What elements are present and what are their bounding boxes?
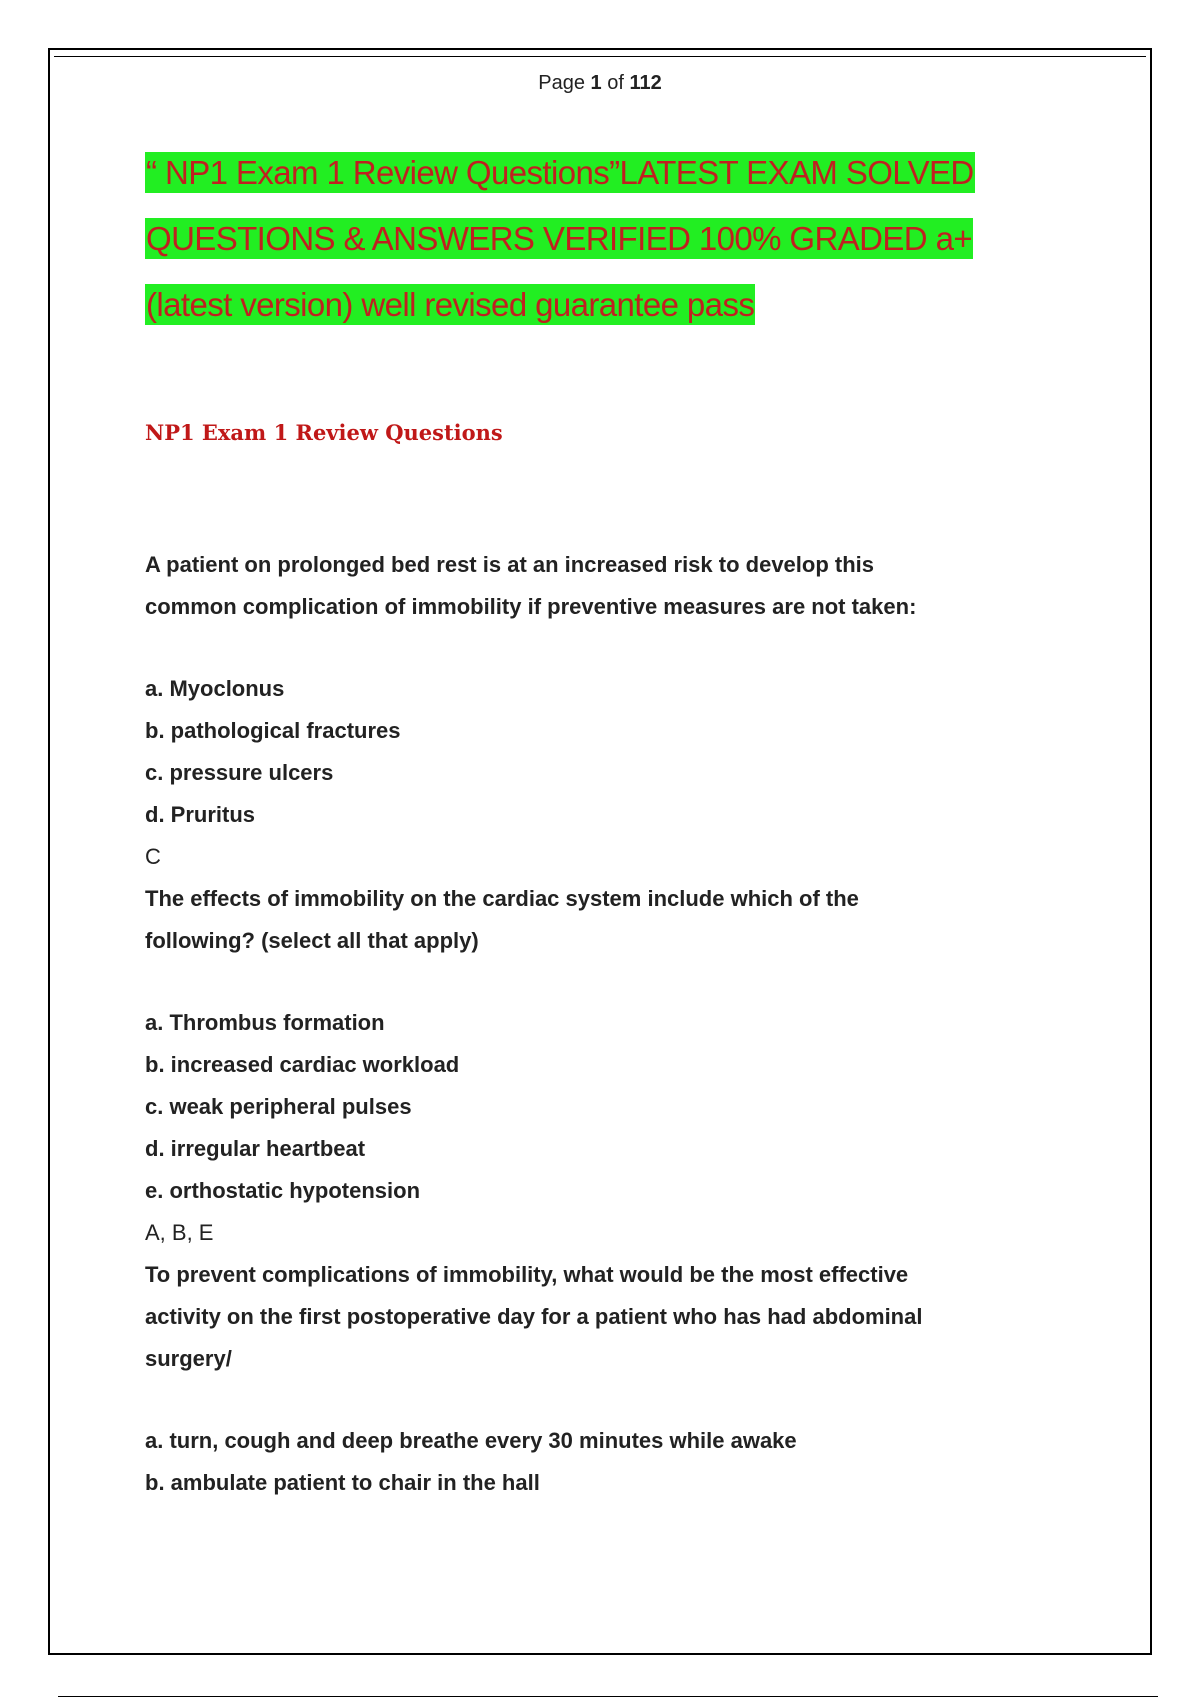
question-3-stem-line-2: activity on the first postoperative day for a patient who has had abdominal	[145, 1304, 923, 1329]
page-number	[0, 72, 1200, 95]
question-3-options	[145, 1420, 1045, 1504]
question-2-option-d: d. irregular heartbeat	[145, 1136, 366, 1161]
title-line-2	[145, 206, 1045, 272]
page-number-separator: of	[607, 72, 624, 94]
question-2	[145, 878, 1045, 1254]
document-title	[145, 140, 1045, 338]
question-1-option-d: d. Pruritus	[145, 802, 256, 827]
question-3-option-b: b. ambulate patient to chair in the hall	[145, 1470, 540, 1495]
title-line-1	[145, 140, 1045, 206]
title-line-3	[145, 272, 1045, 338]
question-3-option-a: a. turn, cough and deep breathe every 30 minutes while awake	[145, 1428, 797, 1453]
question-1-stem	[145, 544, 1045, 628]
page-number-total: 112	[629, 72, 662, 94]
title-line-3-text: (latest version) well revised guarantee pass	[146, 286, 755, 323]
question-2-stem	[145, 878, 1045, 962]
question-3	[145, 1254, 1045, 1504]
page-border-top-rule	[54, 56, 1146, 57]
question-3-stem-line-1: To prevent complications of immobility, what would be the most effective	[145, 1262, 909, 1287]
question-2-stem-line-1: The effects of immobility on the cardiac system include which of the	[145, 886, 859, 911]
page-number-current: 1	[590, 72, 602, 94]
section-heading: NP1 Exam 1 Review Questions	[145, 420, 503, 445]
question-2-answer: A, B, E	[145, 1220, 214, 1245]
question-list	[145, 544, 1045, 1504]
question-3-stem	[145, 1254, 1045, 1380]
question-3-stem-line-3: surgery/	[145, 1346, 232, 1371]
title-line-1-text: “ NP1 Exam 1 Review Questions”LATEST EXAM SOLVED	[146, 154, 974, 191]
question-2-option-b: b. increased cardiac workload	[145, 1052, 460, 1077]
question-2-option-a: a. Thrombus formation	[145, 1010, 385, 1035]
page-number-prefix: Page	[538, 72, 585, 94]
next-page-top-rule	[58, 1696, 1158, 1697]
question-1-answer: C	[145, 844, 161, 869]
question-1-option-b: b. pathological fractures	[145, 718, 401, 743]
question-1-option-c: c. pressure ulcers	[145, 760, 334, 785]
question-1-stem-line-1: A patient on prolonged bed rest is at an increased risk to develop this	[145, 552, 874, 577]
question-2-option-c: c. weak peripheral pulses	[145, 1094, 412, 1119]
title-line-2-text: QUESTIONS & ANSWERS VERIFIED 100% GRADED a+	[146, 220, 973, 257]
question-1-options	[145, 668, 1045, 836]
question-1	[145, 544, 1045, 878]
question-1-stem-line-2: common complication of immobility if preventive measures are not taken:	[145, 594, 917, 619]
question-2-stem-line-2: following? (select all that apply)	[145, 928, 479, 953]
question-2-option-e: e. orthostatic hypotension	[145, 1178, 421, 1203]
question-2-options	[145, 1002, 1045, 1212]
question-1-option-a: a. Myoclonus	[145, 676, 285, 701]
